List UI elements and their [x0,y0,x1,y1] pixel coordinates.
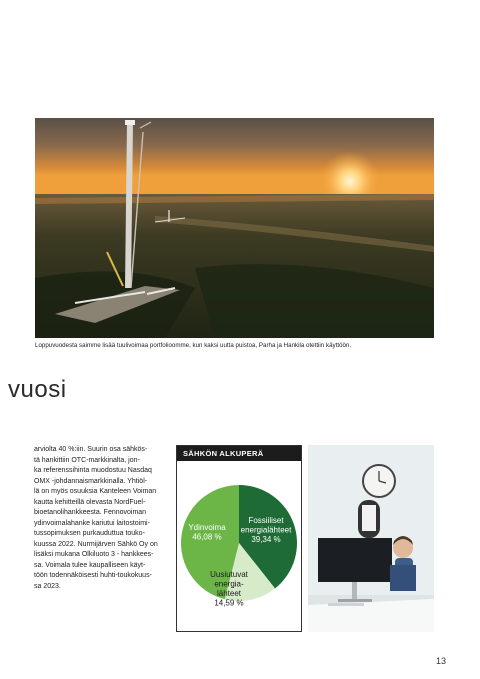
body-paragraph: arviolta 40 %:iin. Suurin osa sähkös- tä hankittiin OTC-markkinalta, jon- ka referenssihinta muodostuu Nasdaq OMX -johdannaismarkkinalla. Yhtiöl- lä on myös osuuksia Kanteleen Voiman kautta kehitteillä olevasta NordFuel- bioetanolihankkeesta. Fennovoiman ydinvoimalahanke kariutui laitostoimi- tussopimuksen purkauduttua touko- kuussa 2022. Nurmijärven Sähkö Oy on lisäksi mukana Olkiluoto 3 - hankkees- sa. Voimala tulee kaupalliseen käyt- töön todennäköisesti huhti-toukokuus- sa 2023. [34,446,158,590]
energy-origin-chart [176,445,302,632]
pie-slice-label: Uusiutuvat energia-lähteet 14,59 % [210,570,248,608]
page-number: 13 [436,656,447,666]
photo-caption: Loppuvuodesta saimme lisää tuulivoimaa portfolioomme, kun kaksi uutta puistoa, Parha ja Hankila otettiin käyttöön. [35,342,352,349]
chart-title: SÄHKÖN ALKUPERÄ [177,446,301,461]
pie-slice-label: Ydinvoima 46,08 % [188,523,226,542]
wind-turbine-photo [35,118,434,338]
office-photo [308,445,434,632]
section-heading: vuosi [8,376,67,403]
pie-chart [177,461,301,631]
pie-slice-label: Fossiiliset energialähteet 39,34 % [240,516,292,544]
